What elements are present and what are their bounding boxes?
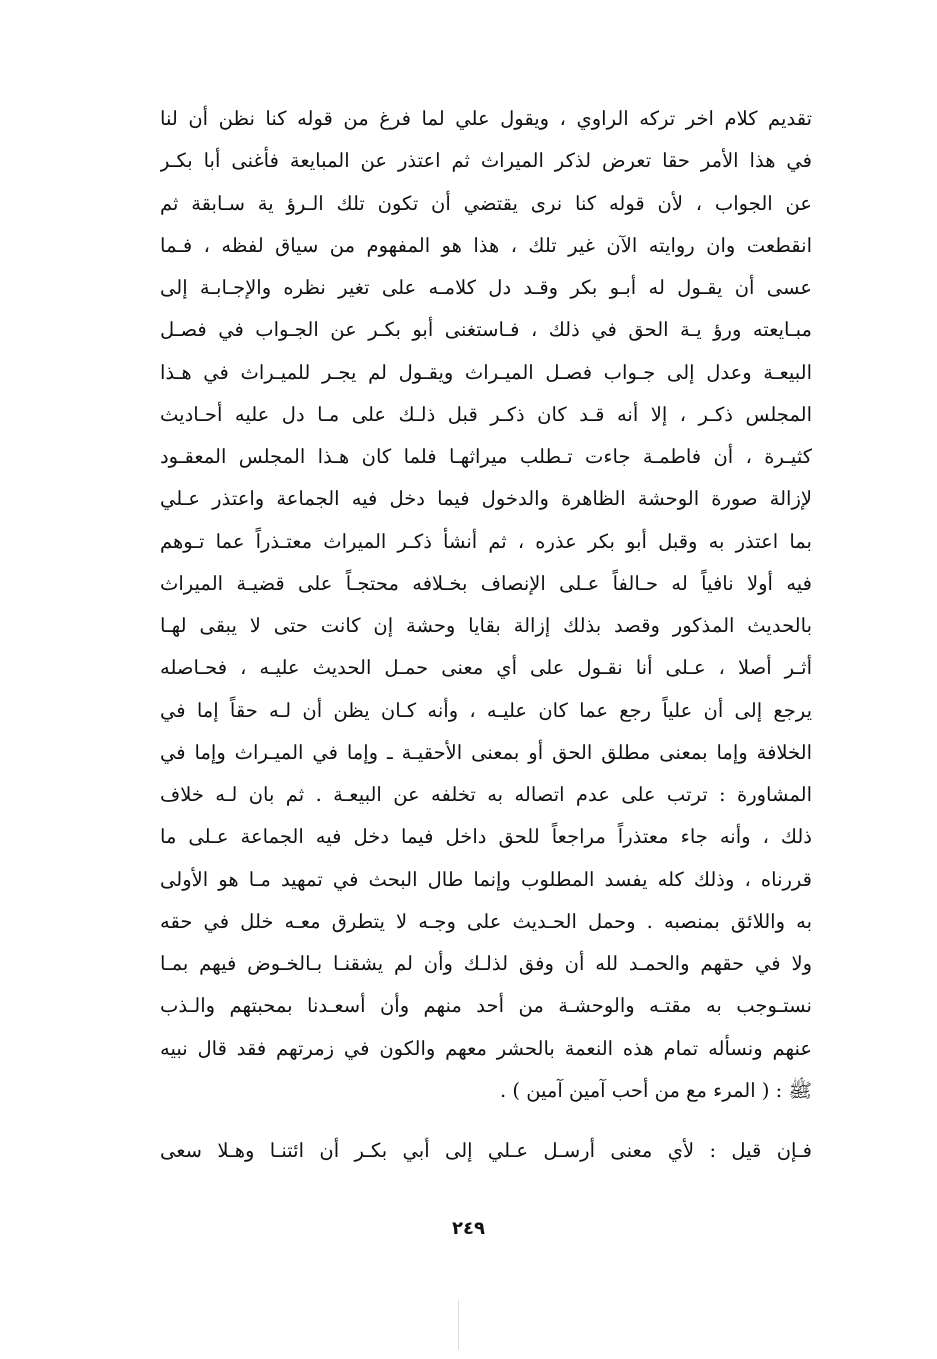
text-line: قررناه ، وذلك كله يفسد المطلوب وإنما طال البحث في تمهيد مـا هو الأولى: [160, 867, 812, 891]
text-line: يرجع إلى أن علياً رجع عما كان عليـه ، وأنه كـان يظن أن لـه حقاً إما في: [160, 698, 812, 722]
main-paragraph: [160, 98, 812, 1112]
text-line: انقطعت وان روايته الآن غير تلك ، هذا هو المفهوم من سياق لفظه ، فـما: [160, 233, 812, 257]
text-line: ذلك ، وأنه جاء معتذراً مراجعاً للحق داخل فيما دخل فيه الجماعة عـلى ما: [160, 825, 812, 849]
text-line: به واللائق بمنصبه . وحمل الحـديث على وجـه لا يتطرق معـه خلل في حقه: [160, 909, 812, 933]
text-line: المشاورة : ترتب على عدم اتصاله به تخلفه عن البيعـة . ثم بان لـه خلاف: [160, 783, 812, 806]
text-line: لإزالة صورة الوحشة الظاهرة والدخول فيما دخل فيه الجماعة واعتذر عـلي: [160, 487, 812, 511]
text-line: فـإن قيل : لأي معنى أرسـل عـلي إلى أبي بكـر أن ائتنـا وهـلا سعى: [160, 1139, 812, 1162]
text-line: مبـايعته ورؤ يـة الحق في ذلك ، فـاستغنى أبو بكـر عن الجـواب في فصـل: [160, 318, 812, 342]
text-line: عنهم ونسأله تمام هذه النعمة بالحشر معهم والكون في زمرتهم فقد قال نبيه: [160, 1036, 812, 1060]
text-line: البيعـة وعدل إلى جـواب فصـل الميـراث ويقـول لم يجـر للميـراث في هـذا: [160, 360, 812, 384]
text-line: ﷺ : ( المرء مع من أحب آمين آمين ) .: [500, 1078, 812, 1102]
text-line: المجلس ذكـر ، إلا أنه قـد كان ذكـر قبل ذلـك على مـا دل عليه أحـاديث: [160, 402, 812, 426]
text-line: عن الجواب ، لأن قوله كنا نرى يقتضي أن تكون تلك الـرؤ ية سـابقة ثم: [160, 191, 812, 215]
text-line: بالحديث المذكور وقصد بذلك إزالة بقايا وحشة إن كانت حتى لا يبقى لهـا: [160, 614, 812, 637]
text-line: تقديم كلام اخر تركه الراوي ، ويقول علي لما فرغ من قوله كنا نظن أن لنا: [160, 107, 812, 130]
text-line: أثـر أصلا ، عـلى أنا نقـول على أي معنى حمـل الحديث عليـه ، فحـاصله: [160, 656, 812, 680]
text-line: بما اعتذر به وقبل أبو بكر عذره ، ثم أنشأ ذكـر الميراث معتـذراً عما تـوهم: [160, 529, 812, 553]
text-line: الخلافة وإما بمعنى مطلق الحق أو بمعنى الأحقيـة ـ وإما في الميـراث وإما في: [160, 740, 812, 764]
text-line: كثيـرة ، أن فاطمـة جاءت تـطلب ميراثهـا فلما كان هـذا المجلس المعقـود: [160, 445, 812, 468]
page-number: ٢٤٩: [452, 1218, 485, 1239]
text-line: في هذا الأمر حقا تعرض لذكر الميراث ثم اعتذر عن المبايعة فأغنى أبا بكـر: [160, 149, 812, 173]
text-line: عسى أن يقـول له أبـو بكر وقـد دل كلامـه على تغير نظره والإجـابـة إلى: [160, 276, 812, 299]
scan-mark: [458, 1300, 459, 1350]
text-line: نستـوجب به مقتـه والوحشـة من أحد منهم وأن أسعـدنا بمحبتهم والـذب: [160, 994, 812, 1018]
second-paragraph: [160, 1130, 812, 1172]
text-line: فيه أولا نافياً له حـالفاً عـلى الإنصاف بخـلافه محتجـاً على قضيـة الميراث: [160, 571, 812, 595]
text-line: ولا في حقهم والحمـد لله أن وفق لذلـك وأن لم يشقنـا بـالخـوض فيهم بمـا: [160, 952, 812, 975]
